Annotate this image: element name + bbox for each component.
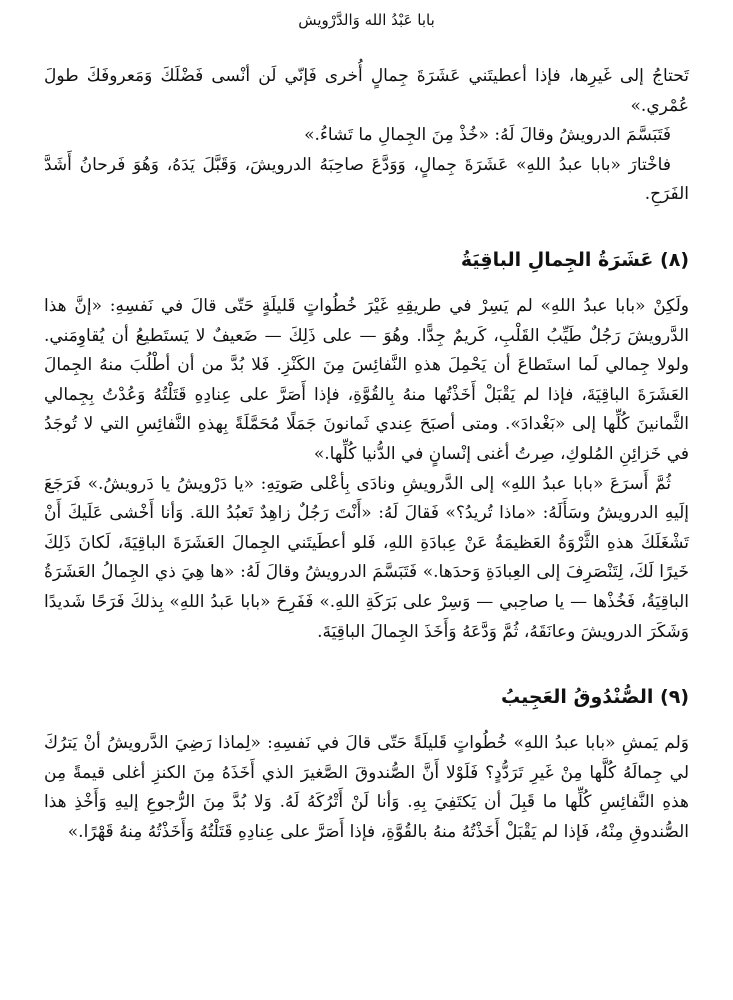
section-9 xyxy=(44,683,689,847)
section-8-paragraph-1: ولَكِنْ «بابا عبدُ اللهِ» لم يَسِرْ في طريقِهِ غَيْرَ خُطُواتٍ قَليلَةٍ حَتّى قالَ في نَفسِهِ: «إنَّ هذا الدَّرويشَ رَجُلٌ طَيِّبُ القَلْبِ، كَريمٌ جِدًّا. وهُوَ — على ذَلِكَ — ضَعيفٌ لا يَستَطيعُ أن يُقاوِمَني. ولولا جِمالي لَما استَطاعَ أن يَحْمِلَ هذهِ النَّفائِسَ مِنَ الكَنْزِ. فَلا بُدَّ من أن أطْلُبَ منهُ الجِمالَ العَشَرَةَ الباقِيَةَ، فإذا لم يَقْبَلْ أَخَذْتُها منهُ بِالقُوَّةِ، فإذا أَصَرَّ على عِنادِهِ قَتَلْتُهُ وَعُدْتُ بِجِمالي الثَّمانينَ كُلِّها إلى «بَغْدادَ». ومتى أصبَحَ عِندي ثَمانونَ جَمَلًا مُحَمَّلَةً بِهذهِ النَّفائِسِ التي لا تُوجَدُ في خَزائِنِ المُلوكِ، صِرتُ أغنى إنْسانٍ في الدُّنيا كُلِّها.» xyxy=(44,295,689,464)
spacer xyxy=(44,274,689,292)
paragraph-intro-2: فَتَبَسَّمَ الدرويشُ وقالَ لَهُ: «خُذْ مِنَ الجِمالِ ما تَشاءُ.» xyxy=(304,125,671,146)
intro-block xyxy=(44,62,689,210)
spacer xyxy=(44,711,689,729)
running-header: بابا عَبْدُ الله وَالدَّرْويش xyxy=(298,11,435,29)
section-9-heading: (٩) الصُّنْدُوقُ العَجِيبُ xyxy=(500,686,689,709)
spacer xyxy=(44,210,689,246)
paragraph-intro-1: تَحتاجُ إلى غَيرِها، فإذا أعطيتَني عَشَرَةَ جِمالٍ أُخرى فَإنّي لَن أنْسى فَضْلَكَ وَمَعروفَكَ طولَ عُمْري.» xyxy=(44,66,689,116)
page-content xyxy=(44,62,689,847)
section-8-paragraph-2: ثُمَّ أَسرَعَ «بابا عبدُ اللهِ» إلى الدَّرويشِ ونادَى بِأعْلى صَوتِهِ: «يا دَرْويشُ يا دَرويشُ.» فَرَجَعَ إلَيهِ الدرويشُ وسَأَلَهُ: «ماذا تُريدُ؟» فَقالَ لَهُ: «أَنْتَ رَجُلٌ زاهِدٌ تَعبُدُ اللهَ. وَأنا أَخْشى عَلَيكَ أَنْ تَشْغَلَكَ هذهِ الثَّرْوَةُ العَظيمَةُ عَنْ عِبادَةِ اللهِ، فَلو أعطَيتَني الجِمالَ العَشَرَةَ الباقِيَةَ، لَكانَ ذَلِكَ خَيرًا لَكَ، لِتَنْصَرِفَ إلى العِبادَةِ وَحدَها.» فَتَبَسَّمَ الدرويشُ وقالَ لَهُ: «ها هِيَ ذي الجِمالُ العَشَرَةُ الباقِيَةُ، فَخُذْها — يا صاحِبي — وَسِرْ على بَرَكَةِ اللهِ.» فَفَرِحَ «بابا عَبدُ اللهِ» بِذلكَ فَرَحًا شَديدًا وَشَكَرَ الدرويشَ وعانَقَهُ، ثُمَّ وَدَّعَهُ وَأَخَذَ الجِمالَ الباقِيَةَ. xyxy=(44,473,689,642)
spacer xyxy=(44,647,689,683)
section-8 xyxy=(44,246,689,647)
section-9-paragraph-1: وَلم يَمشِ «بابا عبدُ اللهِ» خُطُواتٍ قَليلَةً حَتّى قالَ في نَفسِهِ: «لِماذا رَضِيَ الدَّرويشُ أنْ يَترُكَ لي جِمالَهُ كُلَّها مِنْ غَيرِ تَرَدُّدٍ؟ فَلَوْلا أَنَّ الصُّندوقَ الصَّغيرَ الذي أَخَذَهُ مِنَ الكنزِ أغلى قيمةً مِن هذهِ النَّفائِسِ كُلِّها ما قَبِلَ أن يَكتَفِيَ بِهِ. وَأنا لَنْ أَتْرُكَهُ لَهُ. وَلا بُدَّ مِنَ الرُّجوعِ إليهِ وَأَخْذِ هذا الصُّندوقِ مِنْهُ، فَإذا لم يَقْبَلْ أَخَذْتُهُ منهُ بالقُوَّةِ، فإذا أَصَرَّ على عِنادِهِ قَتَلْتُهُ وَأَخَذْتُهُ مِنهُ قَهْرًا.» xyxy=(44,733,689,842)
paragraph-intro-3: فاخْتارَ «بابا عبدُ اللهِ» عَشَرَةَ جِمالٍ، وَوَدَّعَ صاحِبَهُ الدرويشَ، وَقَبَّلَ يَدَهُ، وَهُوَ فَرحانُ أَشَدَّ الفَرَحِ. xyxy=(44,154,689,205)
section-8-heading: (٨) عَشَرَةُ الجِمالِ الباقِيَةُ xyxy=(460,248,689,271)
